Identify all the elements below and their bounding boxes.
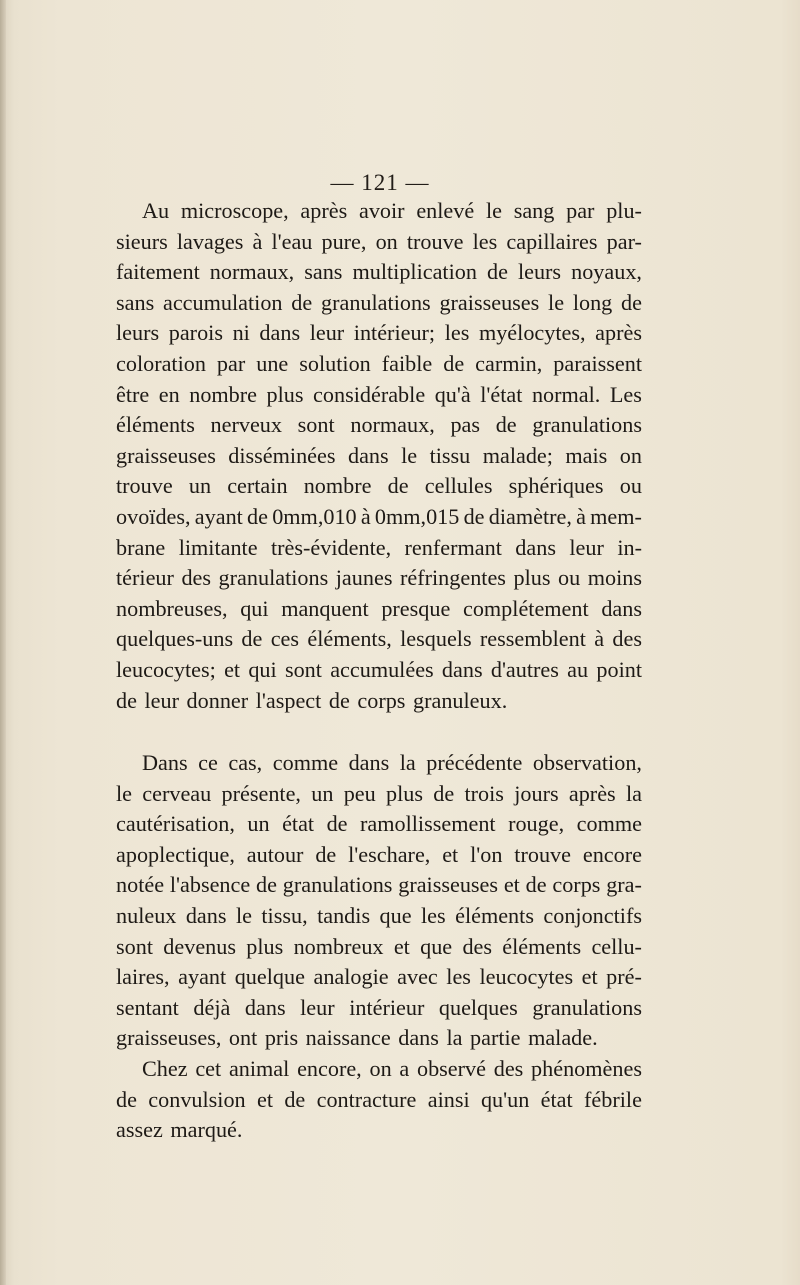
page-number: — 121 —: [330, 170, 430, 195]
word: l'état: [480, 381, 523, 407]
word: avoir: [358, 198, 405, 223]
word: de: [241, 626, 263, 652]
word: granulations: [218, 565, 329, 591]
word: trouve: [406, 228, 464, 254]
word: nuleux: [116, 903, 177, 929]
word: de: [284, 1086, 306, 1112]
word: l'eau: [271, 228, 313, 254]
word: un: [311, 780, 334, 806]
word: après: [300, 198, 348, 223]
word: certain: [227, 473, 288, 499]
word: sphériques: [508, 473, 604, 499]
word: l'eschare,: [348, 841, 431, 867]
word: par-: [606, 228, 642, 254]
word: nombreuses,: [116, 595, 228, 621]
word: ainsi: [427, 1086, 470, 1112]
text-line: [116, 809, 642, 840]
word: des: [462, 933, 493, 959]
word: graisseuses: [439, 289, 540, 315]
word: manquent: [281, 595, 369, 621]
word: encore: [582, 841, 642, 867]
word: à: [594, 626, 605, 652]
word: par: [566, 198, 595, 223]
word: quelques: [438, 994, 518, 1020]
word: après: [595, 320, 642, 346]
text-line: [116, 563, 642, 594]
word: granulations: [532, 994, 642, 1020]
word: qu'à: [434, 381, 471, 407]
word: cellu-: [591, 933, 642, 959]
word: et: [581, 964, 598, 990]
word: le: [401, 442, 418, 468]
word: graisseuses: [398, 872, 499, 898]
word: tissu: [429, 442, 471, 468]
word: mem-: [590, 503, 642, 529]
word: des: [181, 565, 212, 591]
word: comme: [576, 811, 642, 837]
word: nerveux: [210, 412, 282, 438]
paragraph-gap: [116, 716, 642, 748]
word: multiplication: [352, 259, 477, 285]
word: fébrile: [584, 1086, 642, 1112]
word: sont: [297, 412, 335, 438]
word: dans: [185, 903, 227, 929]
word: 0mm,015: [374, 503, 460, 529]
text-line: [116, 441, 642, 472]
word: de: [433, 780, 455, 806]
text-line: [116, 533, 642, 564]
word: intérieur;: [353, 320, 436, 346]
word: accumulées: [330, 656, 434, 682]
word: sans: [116, 289, 155, 315]
word: leur: [300, 994, 335, 1020]
word: granuleux.: [412, 687, 508, 713]
body-text: [116, 196, 642, 1146]
text-line: [116, 349, 642, 380]
word: normaux,: [350, 412, 435, 438]
word: plus: [246, 933, 284, 959]
word: les: [421, 903, 446, 929]
word: éléments: [455, 903, 534, 929]
word: éléments: [502, 933, 582, 959]
word: granulations: [532, 412, 642, 438]
text-line: [116, 624, 642, 655]
word: dans: [244, 994, 286, 1020]
word: granulations: [321, 289, 431, 315]
word: corps: [357, 687, 406, 713]
word: présente,: [221, 780, 301, 806]
word: l'on: [470, 841, 503, 867]
word: convulsion: [148, 1086, 246, 1112]
text-line: [116, 471, 642, 502]
word: ou: [619, 473, 642, 499]
word: accumulation: [162, 289, 283, 315]
word: réfringentes: [399, 565, 506, 591]
word: et: [393, 933, 410, 959]
word: parois: [168, 320, 223, 346]
word: rouge,: [508, 811, 565, 837]
word: myélocytes,: [478, 320, 586, 346]
word: peu: [343, 780, 376, 806]
word: mais: [565, 442, 608, 468]
word: ou: [558, 565, 581, 591]
word: dans: [441, 656, 483, 682]
word: laires,: [116, 964, 170, 990]
word: les: [472, 228, 498, 254]
word: lavages: [176, 228, 244, 254]
word: de: [247, 503, 268, 529]
text-line: [116, 901, 642, 932]
paragraph-1: [116, 196, 642, 716]
word: marqué.: [170, 1117, 243, 1143]
word: Dans: [142, 750, 188, 776]
text-line: [116, 748, 642, 779]
word: à: [576, 503, 586, 529]
text-line: [116, 380, 642, 411]
word: considérable: [313, 381, 426, 407]
text-line: [116, 1085, 642, 1116]
word: noyaux,: [571, 259, 642, 285]
word: de: [486, 259, 508, 285]
word: enlevé: [416, 198, 475, 223]
word: Au: [142, 198, 170, 223]
word: dans: [259, 320, 301, 346]
word: trouve: [514, 841, 571, 867]
word: ayant: [178, 964, 227, 990]
word: être: [116, 381, 150, 407]
word: long: [572, 289, 613, 315]
word: et: [442, 841, 459, 867]
word: diamètre,: [488, 503, 572, 529]
word: ressemblent: [479, 626, 586, 652]
word: on: [375, 228, 398, 254]
text-line: [116, 318, 642, 349]
word: une: [256, 350, 289, 376]
word: lesquels: [400, 626, 472, 652]
word: presque: [381, 595, 451, 621]
word: apoplectique,: [116, 841, 235, 867]
word: granulations: [282, 872, 393, 898]
word: d'autres: [490, 656, 559, 682]
word: trouve: [116, 473, 173, 499]
word: sentant: [116, 994, 179, 1020]
word: pure,: [321, 228, 367, 254]
word: trois: [464, 780, 504, 806]
word: microscope,: [180, 198, 289, 223]
word: conjonctifs: [543, 903, 642, 929]
word: l'absence: [169, 872, 251, 898]
word: analogie: [313, 964, 389, 990]
word: observé: [416, 1056, 486, 1082]
word: la: [446, 1025, 463, 1051]
word: état: [282, 811, 315, 837]
text-line: [116, 993, 642, 1024]
word: ni: [232, 320, 250, 346]
word: précédente: [426, 750, 523, 776]
word: que: [379, 903, 412, 929]
word: disséminées: [228, 442, 336, 468]
word: nombreux: [293, 933, 384, 959]
word: encore,: [297, 1056, 362, 1082]
word: l'aspect: [255, 687, 322, 713]
word: normal.: [531, 381, 601, 407]
word: térieur: [116, 565, 174, 591]
word: des: [612, 626, 642, 652]
word: notée: [116, 872, 165, 898]
word: leurs: [517, 259, 562, 285]
word: en: [158, 381, 180, 407]
word: observation,: [532, 750, 642, 776]
word: cautérisation,: [116, 811, 235, 837]
word: paraissent: [553, 350, 642, 376]
word: faitement: [116, 259, 200, 285]
word: animal: [228, 1056, 290, 1082]
word: leucocytes: [479, 964, 574, 990]
word: 0mm,010: [272, 503, 357, 529]
word: dans: [348, 750, 390, 776]
text-line: [116, 1115, 642, 1146]
word: un: [188, 473, 212, 499]
word: graisseuses,: [116, 1025, 222, 1051]
word: autour: [246, 841, 304, 867]
word: comme: [272, 750, 339, 776]
text-line: [116, 196, 642, 227]
word: ces: [270, 626, 300, 652]
word: après: [568, 780, 616, 806]
word: carmin,: [475, 350, 543, 376]
word: limitante: [178, 534, 258, 560]
word: plus: [386, 780, 424, 806]
word: ayant: [194, 503, 243, 529]
text-line: [116, 288, 642, 319]
word: tandis: [317, 903, 371, 929]
word: cas,: [228, 750, 263, 776]
word: de: [291, 289, 313, 315]
word: jours: [514, 780, 559, 806]
word: qui: [248, 656, 277, 682]
word: on: [369, 1056, 392, 1082]
word: quelques-uns: [116, 626, 234, 652]
word: plu-: [606, 198, 642, 223]
word: ont: [228, 1025, 258, 1051]
word: sans: [304, 259, 343, 285]
word: corps: [552, 872, 601, 898]
word: les: [446, 964, 471, 990]
word: le: [116, 780, 133, 806]
word: ramollissement: [360, 811, 496, 837]
word: de: [525, 872, 547, 898]
text-line: [116, 257, 642, 288]
word: sont: [116, 933, 153, 959]
word: phénomènes: [531, 1056, 642, 1082]
word: la: [625, 780, 642, 806]
word: état: [540, 1086, 573, 1112]
text-line: [116, 686, 642, 717]
word: un: [247, 811, 270, 837]
word: très-évidente,: [271, 534, 392, 560]
word: cet: [195, 1056, 222, 1082]
word: cerveau: [142, 780, 212, 806]
word: sieurs: [116, 228, 168, 254]
word: leurs: [116, 320, 160, 346]
word: Chez: [142, 1056, 188, 1082]
word: ce: [198, 750, 218, 776]
word: naissance: [305, 1025, 391, 1051]
word: in-: [617, 534, 642, 560]
word: éléments,: [307, 626, 392, 652]
text-line: [116, 502, 642, 533]
word: de: [116, 1086, 137, 1112]
word: contracture: [316, 1086, 417, 1112]
word: les: [444, 320, 470, 346]
word: dans: [347, 442, 389, 468]
word: intérieur: [349, 994, 425, 1020]
word: graisseuses: [116, 442, 216, 468]
word: leur: [144, 687, 179, 713]
word: à: [252, 228, 263, 254]
text-line: [116, 227, 642, 258]
word: gra-: [606, 872, 642, 898]
word: donner: [186, 687, 249, 713]
word: malade;: [482, 442, 553, 468]
word: de: [256, 872, 277, 898]
word: on: [619, 442, 642, 468]
word: de: [387, 473, 409, 499]
word: complétement: [462, 595, 589, 621]
text-line: [116, 1023, 642, 1054]
text-line: [116, 1054, 642, 1085]
paragraph-3: [116, 1054, 642, 1146]
word: normaux,: [209, 259, 295, 285]
word: pris: [264, 1025, 299, 1051]
word: de: [116, 687, 137, 713]
word: de: [315, 841, 337, 867]
word: à: [360, 503, 371, 529]
word: et: [224, 656, 241, 682]
word: plus: [266, 381, 304, 407]
word: de: [463, 503, 485, 529]
word: leur: [309, 320, 345, 346]
word: de: [443, 350, 465, 376]
word: des: [493, 1056, 524, 1082]
word: renfermant: [404, 534, 502, 560]
word: pré-: [606, 964, 642, 990]
word: le: [235, 903, 252, 929]
text-line: [116, 932, 642, 963]
word: et: [256, 1086, 273, 1112]
word: jaunes: [335, 565, 393, 591]
text-line: [116, 410, 642, 441]
text-line: [116, 870, 642, 901]
text-line: [116, 962, 642, 993]
word: de: [326, 811, 348, 837]
word: pas: [450, 412, 481, 438]
word: qui: [240, 595, 269, 621]
word: déjà: [193, 994, 231, 1020]
word: capillaires: [506, 228, 598, 254]
word: solution: [299, 350, 371, 376]
word: dans: [601, 595, 642, 621]
word: nombre: [303, 473, 372, 499]
word: partie: [470, 1025, 521, 1051]
word: le: [548, 289, 565, 315]
word: que: [420, 933, 453, 959]
word: sang: [513, 198, 555, 223]
word: qu'un: [480, 1086, 530, 1112]
word: la: [399, 750, 416, 776]
text-line: [116, 779, 642, 810]
word: par: [216, 350, 246, 376]
word: le: [485, 198, 502, 223]
word: leucocytes;: [116, 656, 216, 682]
word: de: [621, 289, 642, 315]
word: nombre: [189, 381, 258, 407]
word: ovoïdes,: [116, 503, 191, 529]
text-line: [116, 840, 642, 871]
word: quelque: [234, 964, 305, 990]
word: assez: [116, 1117, 163, 1143]
word: leur: [569, 534, 604, 560]
word: devenus: [163, 933, 236, 959]
word: sont: [284, 656, 322, 682]
word: tissu,: [261, 903, 308, 929]
word: cellules: [424, 473, 493, 499]
word: a: [399, 1056, 410, 1082]
word: brane: [116, 534, 166, 560]
text-line: [116, 594, 642, 625]
paragraph-2: [116, 748, 642, 1054]
word: avec: [397, 964, 438, 990]
text-line: [116, 655, 642, 686]
word: de: [328, 687, 350, 713]
word: moins: [587, 565, 642, 591]
word: malade.: [528, 1025, 598, 1051]
word: coloration: [116, 350, 206, 376]
word: et: [503, 872, 520, 898]
word: plus: [513, 565, 551, 591]
word: de: [495, 412, 517, 438]
word: faible: [381, 350, 433, 376]
word: point: [596, 656, 642, 682]
word: éléments: [116, 412, 195, 438]
word: dans: [398, 1025, 439, 1051]
word: au: [567, 656, 589, 682]
word: Les: [609, 381, 642, 407]
word: dans: [515, 534, 556, 560]
